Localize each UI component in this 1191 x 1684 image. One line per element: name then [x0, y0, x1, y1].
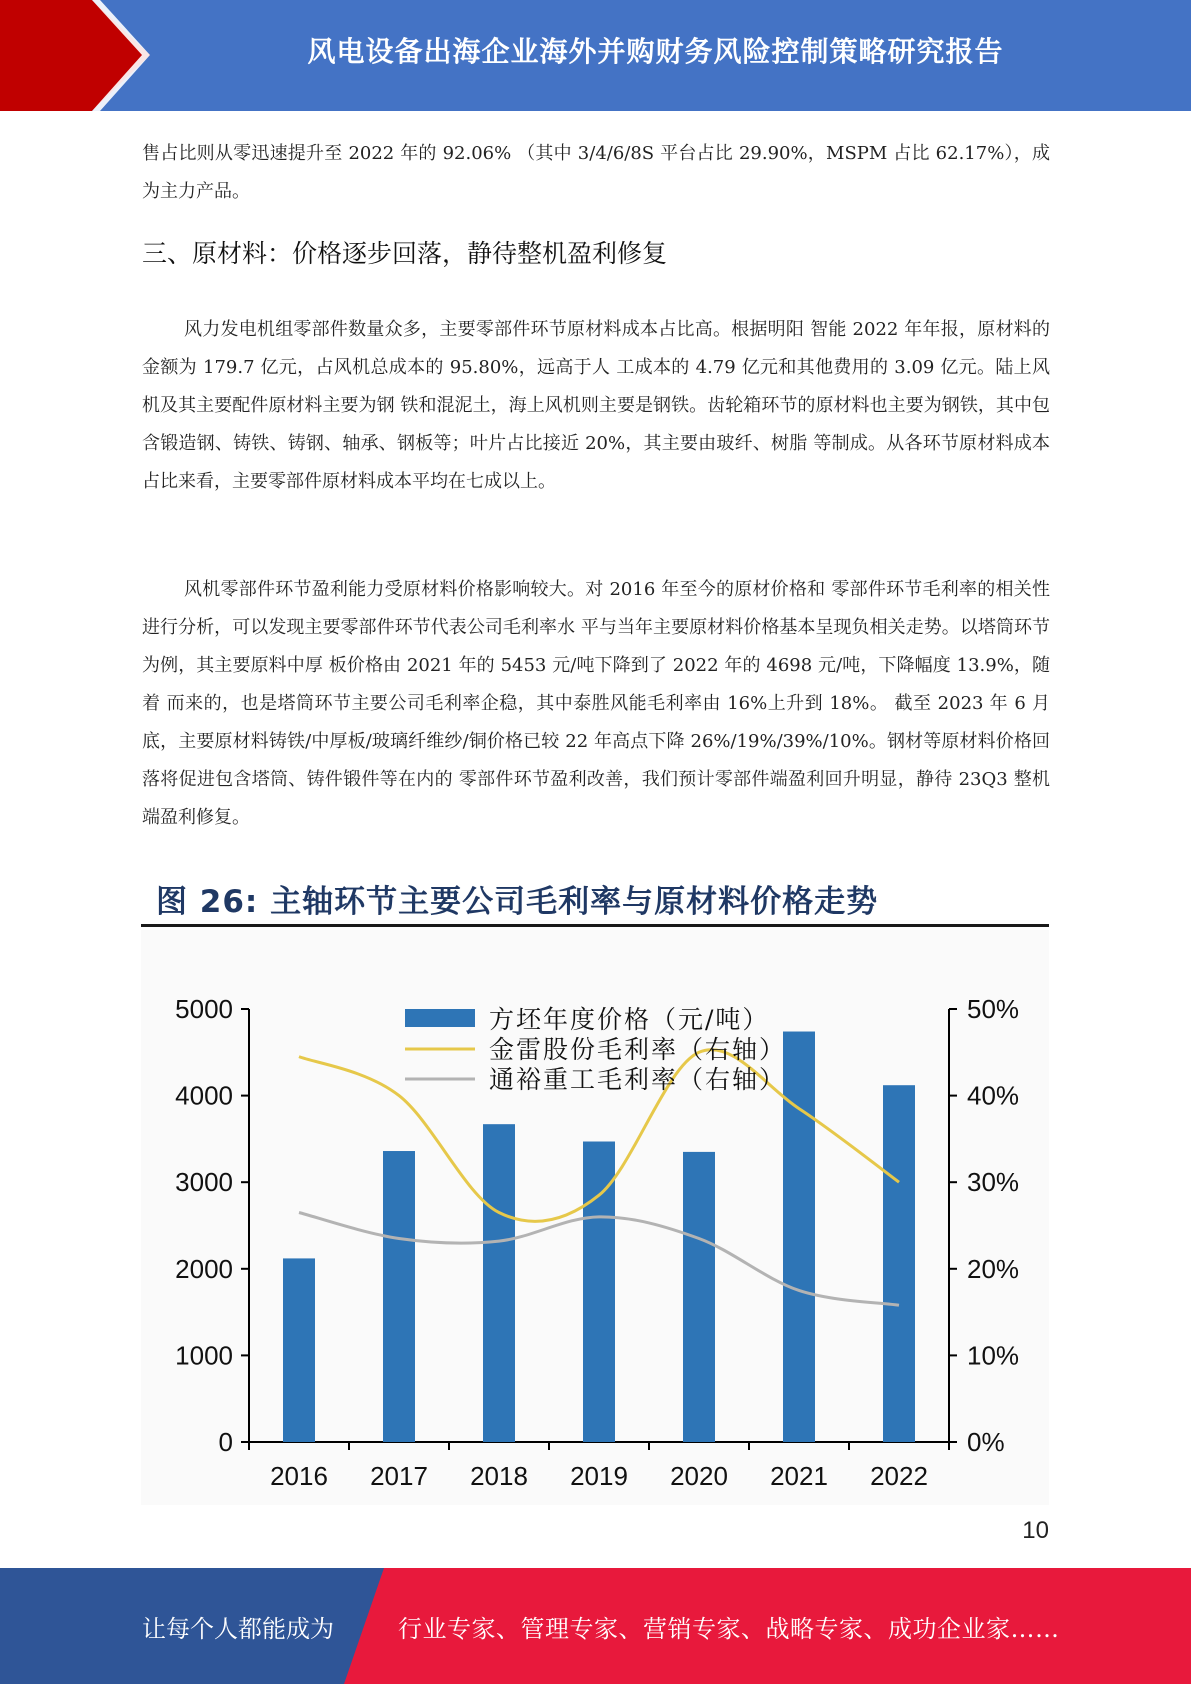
left-axis-tick-label: 4000: [175, 1080, 233, 1111]
x-axis-tick-label: 2017: [370, 1461, 428, 1491]
paragraph-profitability: 风机零部件环节盈利能力受原材料价格影响较大。对 2016 年至今的原材价格和 零部件环节毛利率的相关性进行分析，可以发现主要零部件环节代表公司毛利率水 平与当年主要原材料价格基本呈现负相关走势。以塔筒环节为例，其主要原料中厚 板价格由 2021 年的 5453 元/吨下降到了 2022 年的 4698 元/吨，下降幅度 13.9%，随着 而来的，也是塔筒环节主要公司毛利率企稳，其中泰胜风能毛利率由 16%上升到 18%。 截至 2023 年 6 月底，主要原材料铸铁/中厚板/玻璃纤维纱/铜价格已较 22 年高点下降 26%/19%/39%/10%。钢材等原材料价格回落将促进包含塔筒、铸件锻件等在内的 零部件环节盈利改善，我们预计零部件端盈利回升明显，静待 23Q3 整机端盈利修复。: [142, 579, 1050, 828]
page-footer: [0, 1568, 1191, 1684]
right-axis-tick-label: 0%: [967, 1427, 1005, 1457]
chart: [141, 930, 1049, 1505]
left-axis-tick-label: 0: [218, 1427, 233, 1457]
section-heading: 三、原材料：价格逐步回落，静待整机盈利修复: [142, 239, 668, 268]
legend-label: 方坯年度价格（元/吨）: [489, 1005, 770, 1034]
right-axis-tick-label: 20%: [967, 1253, 1020, 1284]
x-axis-tick-label: 2021: [770, 1461, 828, 1491]
legend-swatch-bar: [405, 1009, 475, 1027]
footer-slogan-left: 让每个人都能成为: [142, 1614, 334, 1643]
right-axis-tick-label: 30%: [967, 1167, 1020, 1198]
bar: [883, 1085, 915, 1442]
right-axis-tick-label: 50%: [967, 994, 1020, 1024]
left-axis-tick-label: 1000: [175, 1340, 233, 1371]
legend-label: 通裕重工毛利率（右轴）: [489, 1065, 787, 1094]
x-axis-tick-label: 2019: [570, 1461, 628, 1491]
report-title: 风电设备出海企业海外并购财务风险控制策略研究报告: [307, 35, 1004, 68]
right-axis-tick-label: 10%: [967, 1340, 1020, 1371]
x-axis-tick-label: 2016: [270, 1461, 328, 1491]
legend-label: 金雷股份毛利率（右轴）: [489, 1035, 787, 1064]
bar: [583, 1141, 615, 1442]
paragraph-continuation: 售占比则从零迅速提升至 2022 年的 92.06% （其中 3/4/6/8S 平台占比 29.90%，MSPM 占比 62.17%），成为主力产品。: [142, 143, 1050, 202]
chart-legend: [405, 1005, 786, 1094]
footer-slogan-right: 行业专家、管理专家、营销专家、战略专家、成功企业家……: [398, 1614, 1060, 1643]
bar: [683, 1152, 715, 1442]
bar: [483, 1124, 515, 1442]
header-chevron-decoration: [0, 0, 150, 111]
left-axis-tick-label: 3000: [175, 1167, 233, 1198]
bar: [383, 1151, 415, 1442]
figure-title-rule: [141, 924, 1049, 927]
x-axis-tick-label: 2018: [470, 1461, 528, 1491]
left-axis-tick-label: 2000: [175, 1253, 233, 1284]
page-header: [0, 0, 1191, 111]
page-number: 10: [1022, 1517, 1049, 1544]
bar: [783, 1032, 815, 1442]
paragraph-raw-materials: 风力发电机组零部件数量众多，主要零部件环节原材料成本占比高。根据明阳 智能 2022 年年报，原材料的金额为 179.7 亿元，占风机总成本的 95.80%，远高于人 工成本的 4.79 亿元和其他费用的 3.09 亿元。陆上风机及其主要配件原材料主要为钢 铁和混泥土，海上风机则主要是钢铁。齿轮箱环节的原材料也主要为钢铁，其中包 含锻造钢、铸铁、铸钢、轴承、钢板等；叶片占比接近 20%，其主要由玻纤、树脂 等制成。从各环节原材料成本占比来看，主要零部件原材料成本平均在七成以上。: [142, 319, 1050, 492]
left-axis-tick-label: 5000: [175, 994, 233, 1024]
figure-title: 图 26: 主轴环节主要公司毛利率与原材料价格走势: [156, 884, 879, 920]
bar: [283, 1258, 315, 1442]
right-axis-tick-label: 40%: [967, 1080, 1020, 1111]
x-axis-tick-label: 2022: [870, 1461, 928, 1491]
x-axis-tick-label: 2020: [670, 1461, 728, 1491]
